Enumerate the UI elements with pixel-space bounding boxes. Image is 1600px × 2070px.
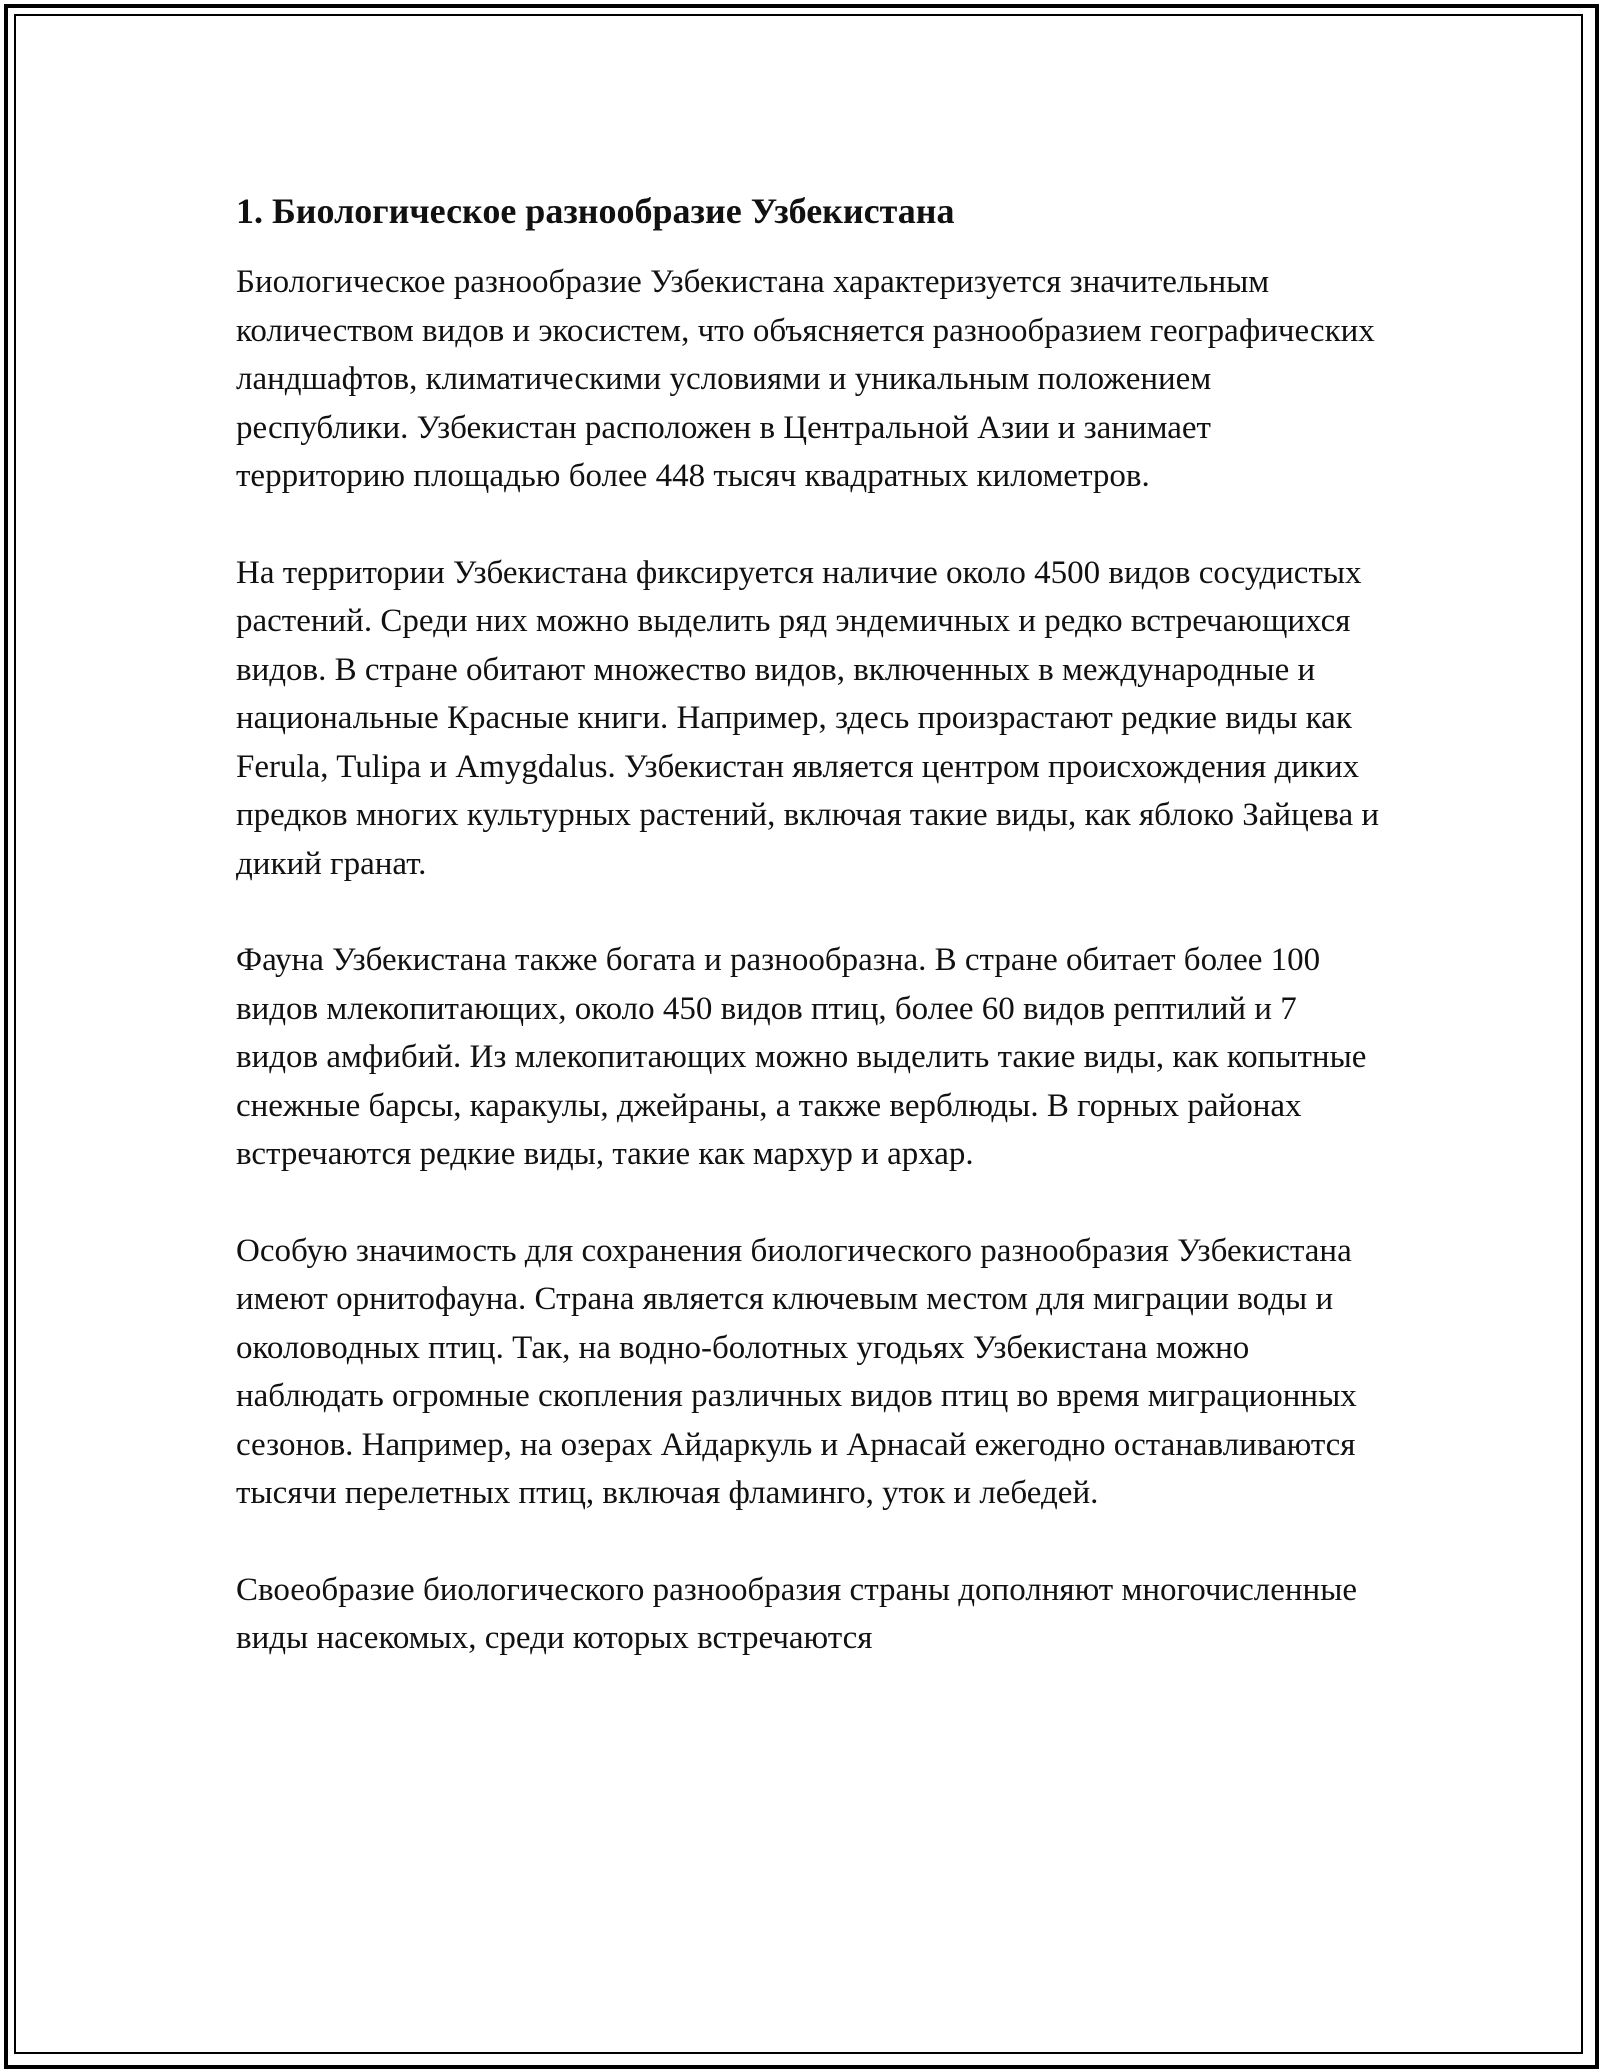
paragraph-fauna: Фауна Узбекистана также богата и разнообразна. В стране обитает более 100 видов млекопитающих, около 450 видов птиц, более 60 видов рептилий и 7 видов амфибий. Из млекопитающих можно выделить такие виды, как копытные снежные барсы, каракулы, джейраны, а также верблюды. В горных районах встречаются редкие виды, такие как мархур и архар. <box>236 942 1367 1172</box>
paragraph-intro: Биологическое разнообразие Узбекистана характеризуется значительным количеством видов и экосистем, что объясняется разнообразием географических ландшафтов, климатическими условиями и уникальным положением республики. Узбекистан расположен в Центральной Азии и занимает территорию площадью более 448 тысяч квадратных километров. <box>236 264 1375 494</box>
paragraph-birds: Особую значимость для сохранения биологического разнообразия Узбекистана имеют орнитофауна. Страна является ключевым местом для миграции воды и околоводных птиц. Так, на водно-болотных угодьях Узбекистана можно наблюдать огромные скопления различных видов птиц во время миграционных сезонов. Например, на озерах Айдаркуль и Арнасай ежегодно останавливаются тысячи перелетных птиц, включая фламинго, уток и лебедей. <box>236 1232 1357 1511</box>
paragraph-insects: Своеобразие биологического разнообразия страны дополняют многочисленные виды насекомых, среди которых встречаются <box>236 1571 1358 1656</box>
paragraph-flora: На территории Узбекистана фиксируется наличие около 4500 видов сосудистых растений. Среди них можно выделить ряд эндемичных и редко встречающихся видов. В стране обитают множество видов, включенных в международные и национальные Красные книги. Например, здесь произрастают редкие виды как Ferula, Tulipa и Amygdalus. Узбекистан является центром происхождения диких предков многих культурных растений, включая такие виды, как яблоко Зайцева и дикий гранат. <box>236 554 1380 882</box>
document-body <box>236 186 1386 1663</box>
section-heading: 1. Биологическое разнообразие Узбекистана <box>236 191 955 231</box>
